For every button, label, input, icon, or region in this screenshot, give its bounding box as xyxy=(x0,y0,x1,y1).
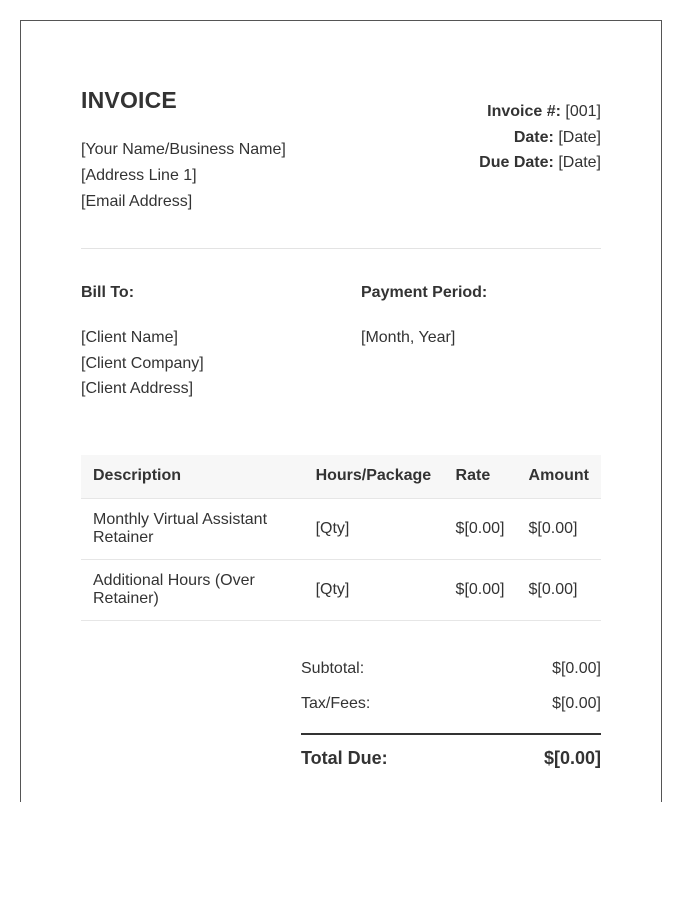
invoice-title: INVOICE xyxy=(81,87,177,113)
header-description: Description xyxy=(81,455,304,498)
payment-period-section xyxy=(361,284,601,351)
table-header-row xyxy=(81,455,601,498)
header-rate: Rate xyxy=(444,455,517,498)
tax-label: Tax/Fees: xyxy=(301,695,371,712)
subtotal-value: $[0.00] xyxy=(552,660,601,677)
invoice-meta xyxy=(479,99,601,176)
invoice-number-value: [001] xyxy=(565,103,601,120)
subtotal-row xyxy=(301,657,601,692)
row-description: Additional Hours (Over Retainer) xyxy=(81,559,304,620)
invoice-due-date-label: Due Date: xyxy=(479,154,554,171)
invoice-number-row xyxy=(479,99,601,125)
invoice-date-label: Date: xyxy=(513,128,554,146)
invoice-date-value: [Date] xyxy=(558,128,601,146)
client-name: [Client Name] xyxy=(81,329,178,346)
client-address: [Client Address] xyxy=(81,380,194,397)
client-company: [Client Company] xyxy=(81,354,204,372)
table-header xyxy=(81,455,601,498)
invoice-due-date-row xyxy=(479,150,601,176)
bill-to-section xyxy=(81,284,341,402)
invoice-date-row xyxy=(479,125,601,151)
row-amount: $[0.00] xyxy=(517,559,601,620)
invoice-header xyxy=(81,87,601,217)
row-description: Monthly Virtual Assistant Retainer xyxy=(81,498,304,559)
header-divider xyxy=(81,248,601,249)
payment-period-value: [Month, Year] xyxy=(361,329,456,346)
row-qty: [Qty] xyxy=(304,559,444,620)
invoice-due-date-value: [Date] xyxy=(558,154,601,171)
tax-value: $[0.00] xyxy=(552,695,601,712)
sender-address: [Address Line 1] xyxy=(81,167,197,184)
row-amount: $[0.00] xyxy=(517,498,601,559)
table-body xyxy=(81,498,601,620)
bill-to-details xyxy=(81,325,341,402)
row-rate: $[0.00] xyxy=(444,498,517,559)
payment-period-details xyxy=(361,325,601,351)
header-hours-package: Hours/Package xyxy=(304,455,444,498)
invoice-number-label: Invoice #: xyxy=(487,103,561,120)
bill-to-heading: Bill To: xyxy=(81,284,135,301)
tax-row xyxy=(301,692,601,727)
total-due-value: $[0.00] xyxy=(543,748,601,768)
table-row xyxy=(81,498,601,559)
row-rate: $[0.00] xyxy=(444,559,517,620)
line-items-table xyxy=(81,455,601,621)
invoice-page xyxy=(20,20,662,802)
row-qty: [Qty] xyxy=(304,498,444,559)
totals-section xyxy=(301,657,601,769)
sender-details xyxy=(81,137,286,215)
sender-name: [Your Name/Business Name] xyxy=(81,141,286,158)
table-row xyxy=(81,559,601,620)
total-due-label: Total Due: xyxy=(301,748,388,768)
total-divider xyxy=(301,733,601,735)
payment-period-heading: Payment Period: xyxy=(361,284,488,301)
subtotal-label: Subtotal: xyxy=(301,660,365,677)
sender-email: [Email Address] xyxy=(81,193,193,210)
header-amount: Amount xyxy=(517,455,601,498)
total-due-row xyxy=(301,748,601,769)
